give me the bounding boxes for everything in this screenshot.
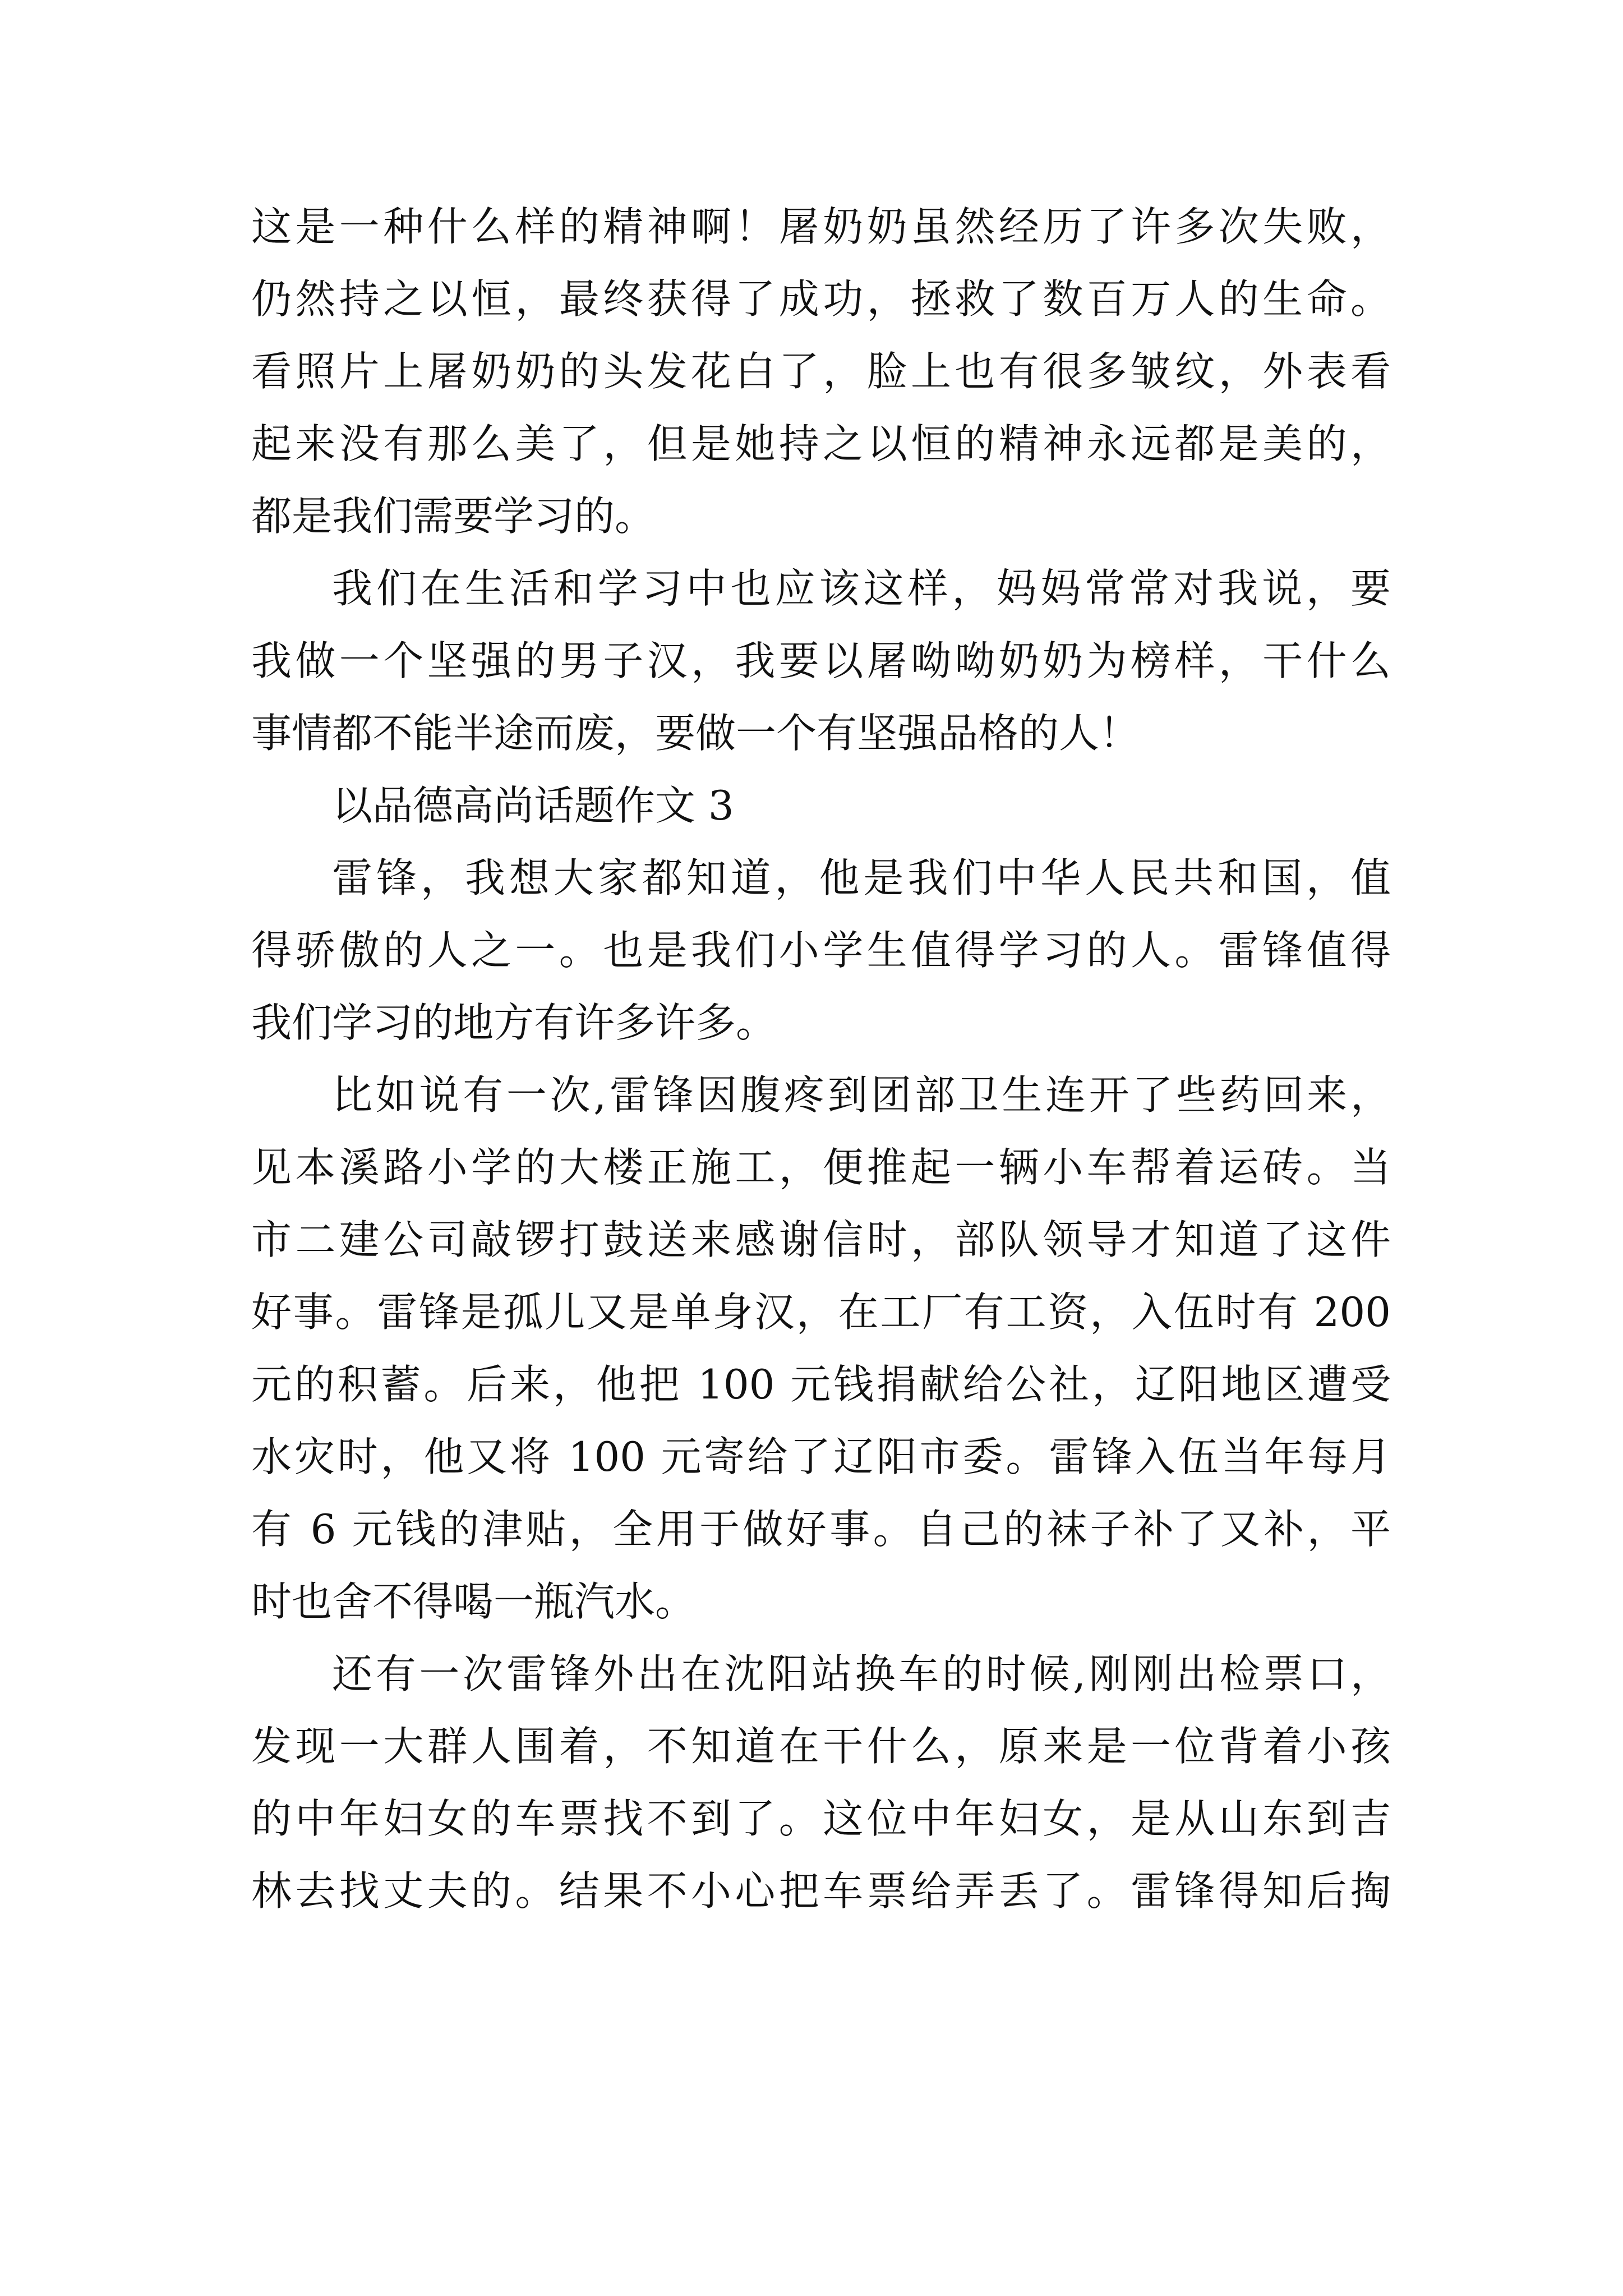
essay-heading: 以品德高尚话题作文 3 — [332, 782, 734, 829]
text-line: 市二建公司敲锣打鼓送来感谢信时，部队领导才知道了这件 — [251, 1216, 1391, 1263]
text-line: 这是一种什么样的精神啊！屠奶奶虽然经历了许多次失败， — [251, 203, 1391, 250]
text-line: 水灾时，他又将 100 元寄给了辽阳市委。雷锋入伍当年每月 — [251, 1433, 1391, 1480]
text-line: 我们学习的地方有许多许多。 — [251, 999, 777, 1046]
paragraph-first-line: 还有一次雷锋外出在沈阳站换车的时候,刚刚出检票口， — [332, 1650, 1391, 1697]
text-line: 仍然持之以恒，最终获得了成功，拯救了数百万人的生命。 — [251, 275, 1391, 323]
text-line: 起来没有那么美了，但是她持之以恒的精神永远都是美的， — [251, 420, 1391, 467]
text-line: 发现一大群人围着，不知道在干什么，原来是一位背着小孩 — [251, 1723, 1391, 1770]
text-line: 事情都不能半途而废，要做一个有坚强品格的人！ — [251, 710, 1140, 757]
text-line: 我做一个坚强的男子汉，我要以屠呦呦奶奶为榜样，干什么 — [251, 637, 1391, 684]
text-line: 得骄傲的人之一。也是我们小学生值得学习的人。雷锋值得 — [251, 927, 1391, 974]
text-line: 林去找丈夫的。结果不小心把车票给弄丢了。雷锋得知后掏 — [251, 1867, 1391, 1915]
text-line: 时也舍不得喝一瓶汽水。 — [251, 1578, 696, 1625]
text-line: 的中年妇女的车票找不到了。这位中年妇女，是从山东到吉 — [251, 1795, 1391, 1842]
text-line: 见本溪路小学的大楼正施工，便推起一辆小车帮着运砖。当 — [251, 1144, 1391, 1191]
paragraph-first-line: 比如说有一次,雷锋因腹疼到团部卫生连开了些药回来， — [332, 1071, 1391, 1119]
paragraph-first-line: 我们在生活和学习中也应该这样，妈妈常常对我说，要 — [332, 565, 1391, 612]
essay-text — [251, 191, 1391, 1927]
text-line: 都是我们需要学习的。 — [251, 493, 656, 540]
text-line: 看照片上屠奶奶的头发花白了，脸上也有很多皱纹，外表看 — [251, 348, 1391, 395]
paragraph-first-line: 雷锋，我想大家都知道，他是我们中华人民共和国，值 — [332, 854, 1391, 901]
text-line: 有 6 元钱的津贴，全用于做好事。自己的袜子补了又补，平 — [251, 1506, 1391, 1553]
text-line: 好事。雷锋是孤儿又是单身汉，在工厂有工资，入伍时有 200 — [251, 1289, 1391, 1336]
text-line: 元的积蓄。后来，他把 100 元钱捐献给公社，辽阳地区遭受 — [251, 1361, 1391, 1408]
